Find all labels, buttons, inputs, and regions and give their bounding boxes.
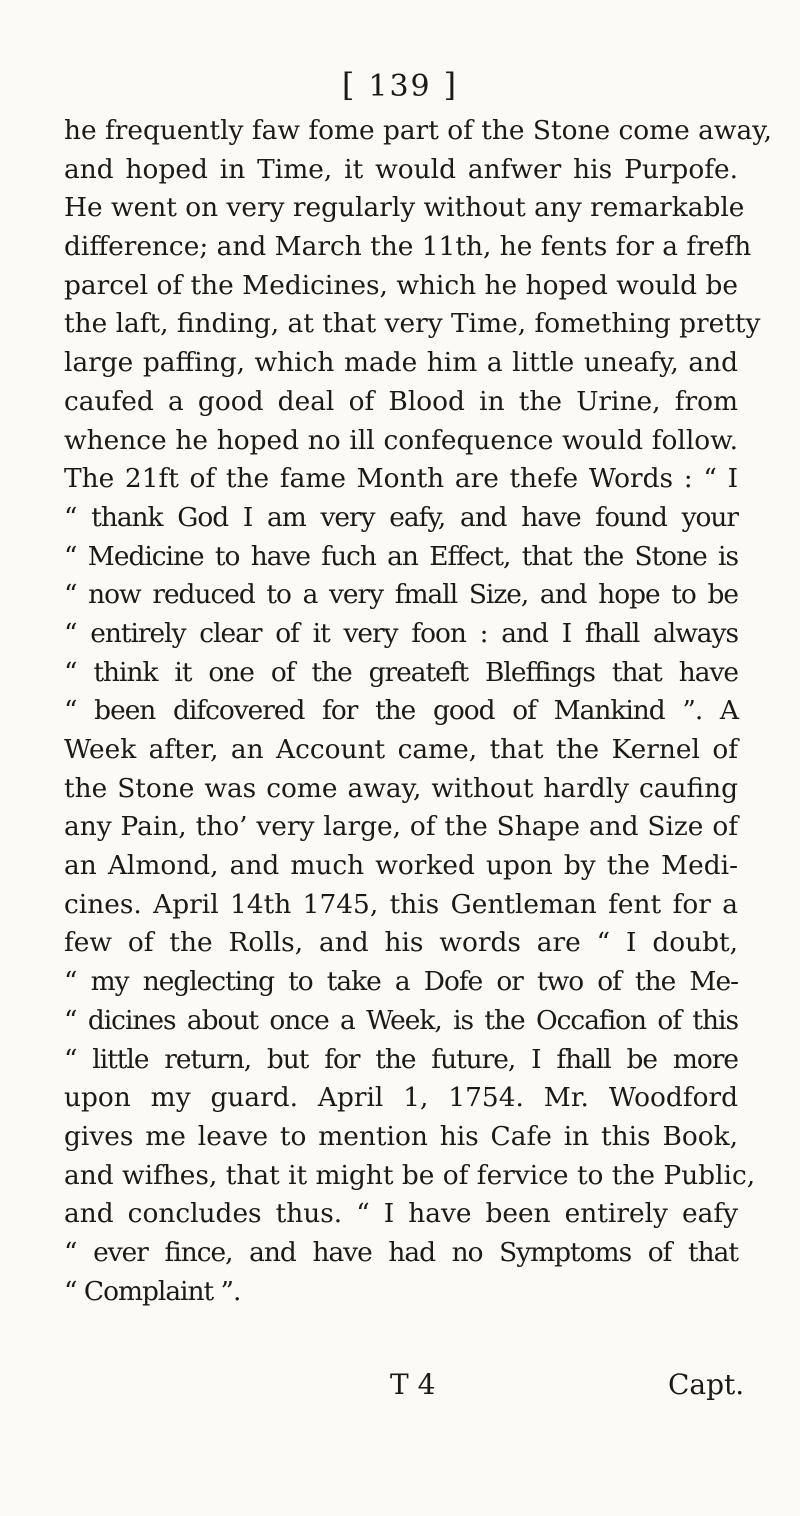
- text-line: “ my neglecting to take a Dofe or two of the Me-: [64, 966, 738, 998]
- page-number: 139: [368, 69, 432, 104]
- text-line: he frequently faw fome part of the Stone come away,: [64, 115, 773, 146]
- text-line: an Almond, and much worked upon by the Medi-: [64, 850, 738, 882]
- text-line: “ now reduced to a very fmall Size, and hope to be: [64, 579, 738, 611]
- text-line: “ entirely clear of it very foon : and I fhall always: [64, 617, 738, 649]
- signature-mark: T 4: [390, 1368, 436, 1401]
- text-line: “ ever fince, and have had no Symptoms of that: [64, 1236, 738, 1268]
- text-line: and wifhes, that it might be of fervice to the Public,: [64, 1159, 756, 1191]
- text-line: The 21ft of the fame Month are thefe Words : “ I: [64, 463, 738, 495]
- text-line: “ dicines about once a Week, is the Occafion of this: [64, 1004, 738, 1036]
- text-line: and hoped in Time, it would anfwer his Purpofe.: [64, 153, 738, 185]
- text-line: “ Medicine to have fuch an Effect, that the Stone is: [64, 540, 738, 572]
- text-line: whence he hoped no ill confequence would follow.: [64, 424, 738, 456]
- body-text: [64, 112, 773, 1311]
- page-footer: [0, 1368, 800, 1408]
- catchword: Capt.: [668, 1368, 745, 1401]
- text-line: “ been difcovered for the good of Mankind ”. A: [64, 695, 738, 727]
- text-line: gives me leave to mention his Cafe in this Book,: [64, 1120, 738, 1152]
- text-line: cines. April 14th 1745, this Gentleman fent for a: [64, 888, 738, 920]
- text-line: parcel of the Medicines, which he hoped would be: [64, 269, 738, 301]
- text-line: difference; and March the 11th, he fents for a frefh: [64, 231, 752, 263]
- text-line: upon my guard. April 1, 1754. Mr. Woodford: [64, 1082, 738, 1114]
- text-line: “ Complaint ”.: [64, 1275, 241, 1307]
- header-close-bracket: ]: [443, 66, 459, 104]
- text-line: “ thank God I am very eafy, and have found your: [64, 501, 738, 533]
- text-line: and concludes thus. “ I have been entirely eafy: [64, 1198, 738, 1230]
- text-line: Week after, an Account came, that the Kernel of: [64, 734, 738, 765]
- text-line: large paffing, which made him a little uneafy, and: [64, 347, 738, 379]
- text-line: He went on very regularly without any remarkable: [64, 192, 745, 224]
- text-line: “ think it one of the greateft Bleffings that have: [64, 656, 738, 688]
- text-line: few of the Rolls, and his words are “ I doubt,: [64, 927, 738, 959]
- text-line: any Pain, tho’ very large, of the Shape and Size of: [64, 811, 738, 843]
- page-header: [0, 66, 800, 104]
- text-line: the laft, finding, at that very Time, fomething pretty: [64, 308, 761, 340]
- text-line: “ little return, but for the future, I fhall be more: [64, 1043, 738, 1075]
- text-line: caufed a good deal of Blood in the Urine, from: [64, 385, 738, 417]
- header-open-bracket: [: [341, 66, 357, 104]
- text-line: the Stone was come away, without hardly caufing: [64, 772, 738, 804]
